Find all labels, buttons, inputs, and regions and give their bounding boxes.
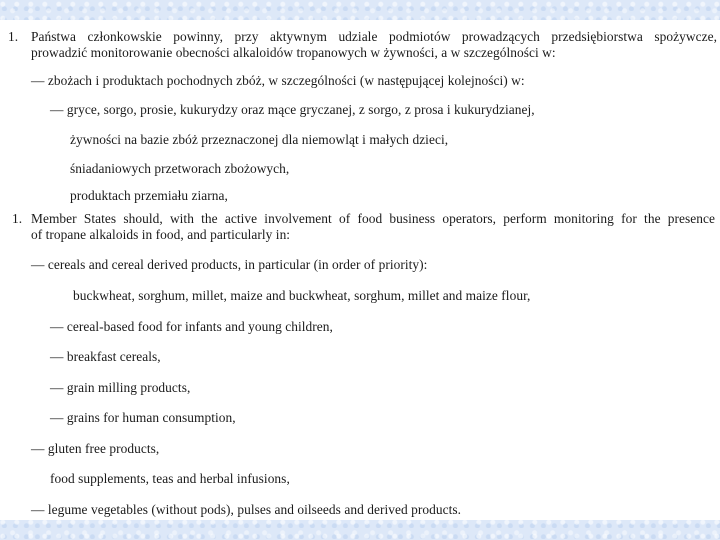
polish-list-item: — zbożach i produktach pochodnych zbóż, w szczególności (w następującej kolejności) w: bbox=[31, 73, 525, 88]
polish-list-item: śniadaniowych przetworach zbożowych, bbox=[70, 161, 290, 176]
polish-list-item: — gryce, sorgo, prosie, kukurydzy oraz mące gryczanej, z sorgo, z prosa i kukurydzianej, bbox=[50, 102, 535, 117]
english-text-panel bbox=[0, 208, 720, 520]
english-item-number: 1. bbox=[12, 211, 23, 226]
english-list-item: buckwheat, sorghum, millet, maize and buckwheat, sorghum, millet and maize flour, bbox=[73, 288, 531, 303]
english-list-item: — cereals and cereal derived products, in particular (in order of priority): bbox=[31, 257, 428, 272]
english-list-item: — gluten free products, bbox=[31, 441, 160, 456]
polish-list-item: produktach przemiału ziarna, bbox=[70, 188, 228, 203]
english-list-item: — grain milling products, bbox=[50, 380, 191, 395]
polish-item-number: 1. bbox=[8, 29, 19, 44]
english-intro-line-2: of tropane alkaloids in food, and particularly in: bbox=[31, 227, 291, 242]
english-list-item: food supplements, teas and herbal infusions, bbox=[50, 471, 290, 486]
english-list-item: — legume vegetables (without pods), pulses and oilseeds and derived products. bbox=[31, 502, 462, 517]
english-list-item: — grains for human consumption, bbox=[50, 410, 236, 425]
polish-text-panel bbox=[0, 20, 720, 208]
polish-list-item: żywności na bazie zbóż przeznaczonej dla niemowląt i małych dzieci, bbox=[70, 132, 449, 147]
polish-intro-line-2: prowadzić monitorowanie obecności alkaloidów tropanowych w żywności, a w szczególności w: bbox=[31, 45, 556, 60]
english-intro-line-1: Member States should, with the active involvement of food business operators, perform monitoring for the presence bbox=[31, 211, 715, 226]
english-list-item: — breakfast cereals, bbox=[50, 349, 161, 364]
english-list-item: — cereal-based food for infants and young children, bbox=[50, 319, 333, 334]
polish-intro-line-1: Państwa członkowskie powinny, przy aktywnym udziale podmiotów prowadzących przedsiębiorstwa spożywcze, bbox=[31, 29, 717, 44]
